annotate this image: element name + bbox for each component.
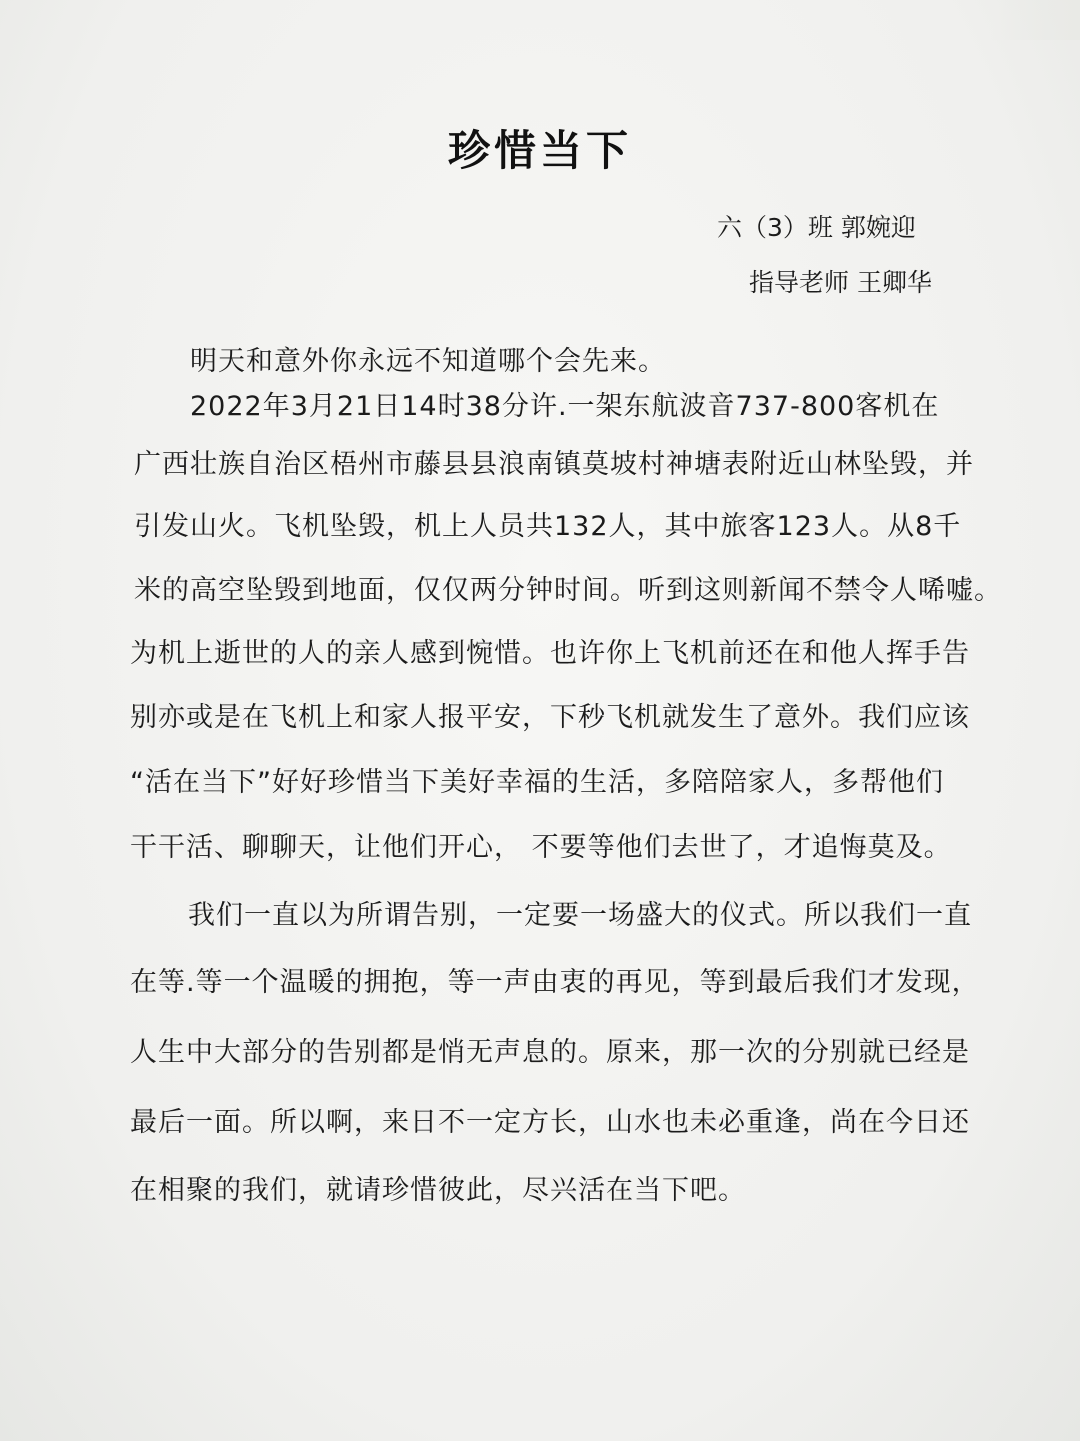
text-line: 引发山火。飞机坠毁，机上人员共132人，其中旅客123人。从8千 <box>134 511 962 542</box>
text-line: 人生中大部分的告别都是悄无声息的。原来，那一次的分别就已经是 <box>130 1037 970 1068</box>
text-line: 我们一直以为所谓告别，一定要一场盛大的仪式。所以我们一直 <box>188 900 972 931</box>
teacher-name: 指导老师 王卿华 <box>749 268 932 297</box>
text-line: “活在当下”好好珍惜当下美好幸福的生活，多陪陪家人，多帮他们 <box>130 767 944 798</box>
text-line: 明天和意外你永远不知道哪个会先来。 <box>190 346 666 377</box>
author-class: 六（3）班 郭婉迎 <box>717 213 916 242</box>
text-line: 在相聚的我们，就请珍惜彼此，尽兴活在当下吧。 <box>130 1175 746 1206</box>
text-line: 最后一面。所以啊，来日不一定方长，山水也未必重逢，尚在今日还 <box>130 1107 970 1138</box>
text-line: 2022年3月21日14时38分许.一架东航波音737-800客机在 <box>190 391 940 422</box>
text-line: 干干活、聊聊天，让他们开心， 不要等他们去世了，才追悔莫及。 <box>130 832 952 863</box>
text-line: 在等.等一个温暖的拥抱，等一声由衷的再见，等到最后我们才发现， <box>130 967 980 998</box>
text-line: 广西壮族自治区梧州市藤县县浪南镇莫坡村神塘表附近山林坠毁，并 <box>134 449 974 480</box>
page-corner-shade <box>990 0 1080 40</box>
text-line: 米的高空坠毁到地面，仅仅两分钟时间。听到这则新闻不禁令人唏嘘。 <box>134 575 1002 606</box>
page-title: 珍惜当下 <box>447 126 632 175</box>
text-line: 为机上逝世的人的亲人感到惋惜。也许你上飞机前还在和他人挥手告 <box>130 638 970 669</box>
text-line: 别亦或是在飞机上和家人报平安，下秒飞机就发生了意外。我们应该 <box>130 702 970 733</box>
